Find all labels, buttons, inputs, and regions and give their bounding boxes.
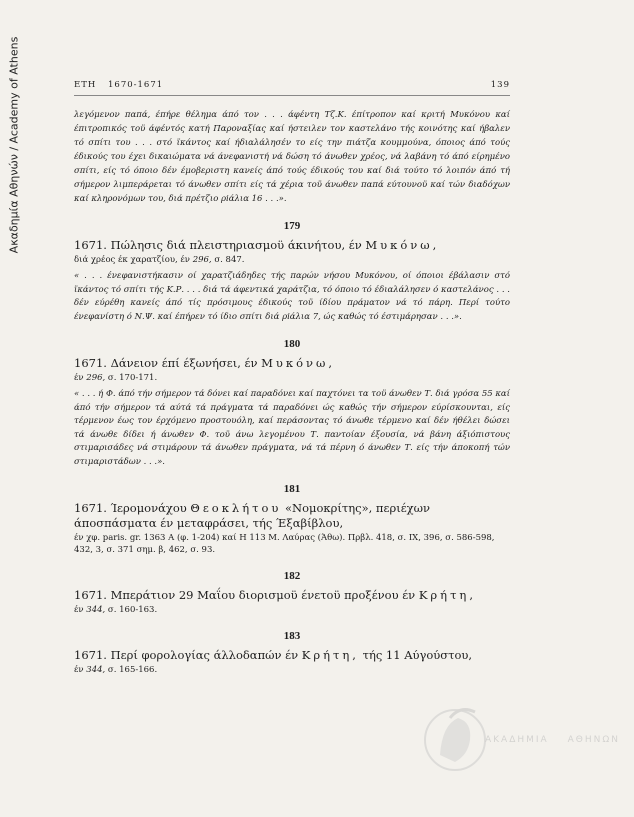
entry-person: Θεοκλήτου bbox=[190, 501, 282, 515]
entry-title-text: Πώλησις διά πλειστηριασμοϋ άκινήτου, έν bbox=[110, 238, 362, 252]
entry-179 bbox=[74, 220, 510, 324]
entry-reference bbox=[74, 372, 510, 384]
entry-title bbox=[74, 238, 510, 253]
academy-watermark bbox=[420, 700, 620, 780]
entry-181 bbox=[74, 483, 510, 556]
ref-prefix: διά χρέος έκ χαρατζίου, έν bbox=[74, 255, 190, 265]
entry-title-text: Μπεράτιον 29 Μαΐου διορισμοϋ ένετοϋ προξένου έν bbox=[110, 588, 416, 602]
entry-title-pre: Ίερομονάχου bbox=[110, 501, 187, 515]
header-prefix: ΕΤΗ bbox=[74, 80, 97, 90]
entry-year: 1671. bbox=[74, 648, 107, 662]
entry-year: 1671. bbox=[74, 588, 107, 602]
entry-number: 183 bbox=[283, 630, 301, 642]
ref-prefix: έν bbox=[74, 373, 84, 383]
intro-paragraph: λεγόμενον παπά, έπήρε θέλημα άπό τον . . . άφέντη Τζ.Κ. έπίτροπον καί κριτή Μυκόνου καί έπιτροπικός τοϋ άφέντός κατή Παροναξίας καί ήστειλεν τον καστελάνο τής κοινότης καί ήβαλεν τό σπίτι του . . . στό ϊκάντος καί ήδιαλάλησέν το είς την πιάτζα κουμμούνα, όποιος άπό τούς έδικούς του έχει δικαιώματα νά άνεφανιστή νά δώση τό άνωθεν χρέος, νά λαβάνη τό άπό είρημένο σπίτι, είς τό όποιο δέν έμοβεριστη κανείς άπό τούς έδικούς του καί διά τούτο τό λοιπόν άπό τή σήμερον λιμπεράρεται τό άνωθεν σπίτι είς τά χέρια τοϋ άνωθεν παπά εύτουνοϋ καί τών διαδόχων καί κληρονόμων του, διά πρέτζιο ρiάλια 16 . . .». bbox=[74, 110, 510, 204]
ref-prefix: έν bbox=[74, 665, 84, 675]
entry-year: 1671. bbox=[74, 356, 107, 370]
entry-180 bbox=[74, 338, 510, 469]
document-page bbox=[74, 80, 510, 676]
ref-page: 344, bbox=[86, 665, 106, 675]
ref-page: 296, bbox=[86, 373, 106, 383]
entry-title-text: Δάνειον έπί έξωνήσει, έν bbox=[110, 356, 258, 370]
ref-suffix: σ. 170-171. bbox=[107, 373, 158, 383]
running-header bbox=[74, 80, 510, 96]
entry-number: 182 bbox=[283, 570, 301, 582]
entry-year: 1671. bbox=[74, 238, 107, 252]
ref-suffix: σ. 160-163. bbox=[107, 605, 158, 615]
side-label-text: Ακαδημία Αθηνών / Academy of Athens bbox=[7, 36, 21, 254]
ref-page: 344, bbox=[86, 605, 106, 615]
entry-reference bbox=[74, 254, 510, 266]
entry-reference: έν χφ. paris. gr. 1363 A (φ. 1-204) καί H 113 M. Λαύρας (Άθω). Πρβλ. 418, σ. IX, 396, σ. 586-598, 432, 3, σ. 371 σημ. β, 462, σ. 93. bbox=[74, 533, 495, 555]
entry-title bbox=[74, 356, 510, 371]
entry-title bbox=[74, 648, 510, 663]
entry-182 bbox=[74, 570, 510, 616]
athena-head-icon bbox=[420, 700, 490, 780]
entry-title bbox=[74, 588, 510, 603]
entry-title-after: τής 11 Αύγούστου, bbox=[362, 648, 473, 662]
watermark-word-2: ΑΘΗΝΩΝ bbox=[567, 735, 620, 745]
entry-place: Μυκόνω, bbox=[261, 356, 336, 370]
entry-number: 181 bbox=[283, 483, 301, 495]
entry-place: Μυκόνω, bbox=[365, 238, 440, 252]
watermark-text bbox=[485, 735, 634, 745]
entry-year: 1671. bbox=[74, 501, 107, 515]
entry-183 bbox=[74, 630, 510, 676]
entry-title bbox=[74, 501, 510, 531]
entry-title-text: Περί φορολογίας άλλοδαπών έν bbox=[110, 648, 299, 662]
ref-suffix: σ. 847. bbox=[214, 255, 245, 265]
header-years: 1670-1671 bbox=[108, 80, 164, 90]
entry-quote: « . . . ή Φ. άπό τήν σήμερον τά δόνει καί παραδόνει καί παχτόνει τα τοϋ άνωθεν Τ. διά γρόσα 55 καί άπό τήν σήμερον τά αύτά τά πράγματα τά παραδόνει ώς καθώς τήν σήμερον εύρίσκουνται, είς τέρμενον έως τον έρχόμενο προστουόλη, καί περάσοντας τό άνωθε τέρμενο καί δέν ήθέλει δώσει τά άνωθε δίδει ή άνωθεν Φ. τοϋ άνω λεγομένου Τ. παντοίαν έξουσία, νά βάνη άξιόπιστους στιμαρισάδες νά στιμάρουν τά άνωθεν πράγματα, νά τά πέρνη ό άνωθεν Τ. είς τήν άποκοπή τών στιμαριστάδων . . .». bbox=[74, 389, 510, 467]
entry-title-text: «Νομοκρίτης», περιέχων άποσπάσματα έν μεταφράσει, τής Έξαβίβλου, bbox=[74, 501, 431, 530]
entry-reference bbox=[74, 664, 510, 676]
entry-number: 179 bbox=[283, 220, 301, 232]
ref-page: 296, bbox=[192, 255, 212, 265]
side-label bbox=[6, 36, 22, 254]
entry-place: Κρήτη, bbox=[301, 648, 359, 662]
watermark-word-1: ΑΚΑΔΗΜΙΑ bbox=[485, 735, 549, 745]
entry-reference bbox=[74, 604, 510, 616]
entry-place: Κρήτη, bbox=[418, 588, 476, 602]
page-number: 139 bbox=[490, 80, 510, 90]
header-left bbox=[74, 80, 171, 90]
entry-quote: « . . . ένεφανιστήκασιν οί χαρατζιάδηδες τής παρών νήσου Μυκόνου, οί όποιοι έβάλασιν στό ϊκάντος τό σπίτι τής Κ.Ρ. . . . διά τά άφεντικά χαράτζια, τό όποιο τό έδιαλάλησεν ό καστελάνος . . . δέν εύρέθη κανείς άπό τίς πρόσιμους έδικούς τοϋ ίδίου πράματον νά τό πάρη. Περί τούτο ένεφανίστη ό Ν.Ψ. καί έπήρεν τό ίδιο σπίτι διά ρiάλια 7, ώς καθώς τό έστιμάρησαν . . .». bbox=[74, 271, 510, 322]
entry-number: 180 bbox=[283, 338, 301, 350]
ref-prefix: έν bbox=[74, 605, 84, 615]
ref-suffix: σ. 165-166. bbox=[107, 665, 158, 675]
